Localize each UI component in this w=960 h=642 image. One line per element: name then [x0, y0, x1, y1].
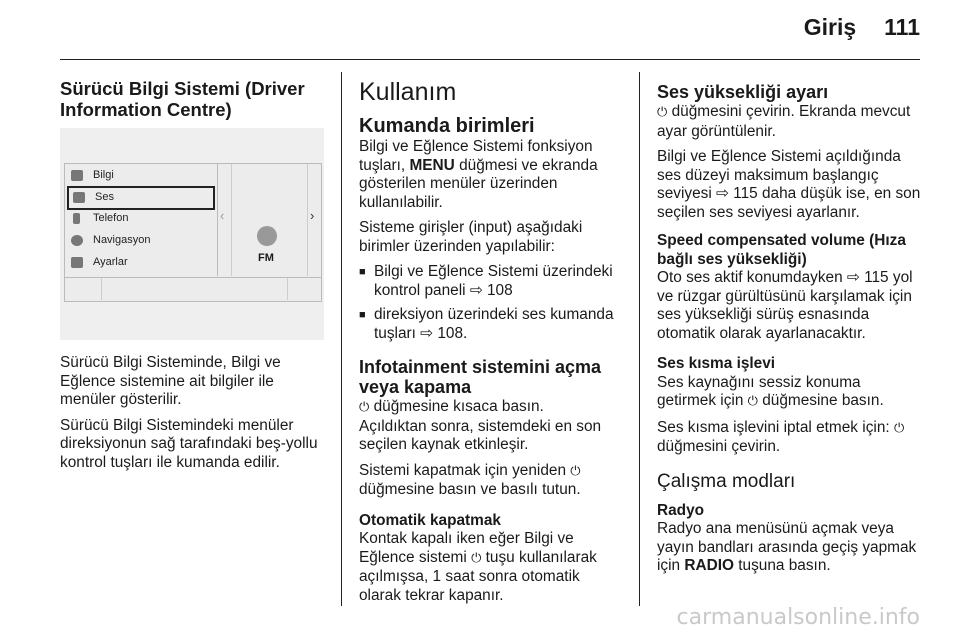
- menu-item-ayarlar: Ayarlar: [67, 253, 215, 273]
- audio-icon: [73, 192, 85, 203]
- screen-divider: [65, 277, 321, 278]
- menu-item-ses: Ses: [67, 186, 215, 210]
- screen-divider: [101, 278, 102, 300]
- menu-item-bilgi: Bilgi: [67, 166, 215, 186]
- column-divider: [341, 72, 342, 606]
- section-heading: Infotainment sistemini açma veya kapama: [359, 357, 602, 397]
- page-header: [804, 14, 920, 41]
- paragraph: Sürücü Bilgi Sisteminde, Bilgi ve Eğlence sistemine ait bilgiler ile menüler gösterilir.: [60, 354, 281, 408]
- section-heading: Kumanda birimleri: [359, 115, 535, 137]
- navigation-icon: [71, 235, 83, 246]
- power-icon: ⏻: [570, 463, 581, 479]
- paragraph: Sisteme girişler (input) aşağıdaki birimler üzerinden yapılabilir:: [359, 219, 583, 255]
- subheading: Otomatik kapatmak: [359, 511, 501, 529]
- page-number: 111: [884, 14, 920, 40]
- paragraph: ⏻ düğmesini çevirin. Ekranda mevcut ayar görüntülenir.: [657, 103, 911, 140]
- paragraph: Sürücü Bilgi Sistemindeki menüler direksiyonun sağ tarafındaki beş-yollu kontrol tuşları ile kumanda edilir.: [60, 416, 318, 471]
- subheading: Ses kısma işlevi: [657, 355, 776, 372]
- screen-divider: [231, 164, 232, 276]
- info-icon: [71, 170, 83, 181]
- chevron-right-icon: ›: [310, 208, 315, 223]
- column-3: [657, 82, 923, 583]
- chevron-left-icon: ‹: [220, 208, 225, 223]
- paragraph: Ses kısma işlevini iptal etmek için: ⏻ düğmesini çevirin.: [657, 418, 905, 455]
- paragraph: Ses kaynağını sessiz konuma getirmek için ⏻ düğmesine basın.: [657, 373, 884, 409]
- volume-knob-icon: ⏻: [657, 105, 668, 120]
- phone-icon: [73, 213, 80, 224]
- display-screen: [64, 163, 322, 302]
- screen-photo: [60, 128, 324, 340]
- watermark: carmanualsonline.info: [676, 605, 920, 630]
- screen-divider: [307, 164, 308, 276]
- band-label: FM: [258, 252, 274, 264]
- section-heading: Çalışma modları: [657, 470, 796, 492]
- power-icon: ⏻: [359, 400, 370, 415]
- paragraph: ⏻ düğmesine kısaca basın. Açıldıktan sonra, sistemdeki en son seçilen kaynak etkinleşir.: [359, 398, 602, 453]
- paragraph: Sistemi kapatmak için yeniden ⏻ düğmesine basın ve basılı tutun.: [359, 461, 581, 498]
- section-heading: Ses yüksekliği ayarı: [657, 82, 829, 102]
- section-heading: Sürücü Bilgi Sistemi (Driver Information Centre): [60, 78, 305, 120]
- chapter-heading: Kullanım: [359, 78, 457, 106]
- paragraph: Radyo ana menüsünü açmak veya yayın bandları arasında geçiş yapmak için RADIO tuşuna basın.: [657, 520, 917, 574]
- power-icon: ⏻: [471, 550, 482, 566]
- menu-item-telefon: Telefon: [67, 209, 215, 229]
- radio-icon: [257, 226, 277, 246]
- screen-divider: [217, 164, 218, 276]
- header-rule: [60, 59, 920, 60]
- subheading: Radyo: [657, 501, 705, 519]
- screen-divider: [287, 278, 288, 300]
- list-item: ■ Bilgi ve Eğlence Sistemi üzerindeki kontrol paneli ⇨ 108: [359, 263, 625, 300]
- power-icon: ⏻: [893, 420, 905, 436]
- column-2: [359, 79, 625, 612]
- header-title: Giriş: [803, 14, 857, 40]
- settings-icon: [71, 257, 83, 268]
- paragraph: Bilgi ve Eğlence Sistemi açıldığında ses düzeyi maksimum başlangıç seviyesi ⇨ 115 daha düşük ise, en son seçilen ses seviyesi ayarlanır.: [657, 148, 921, 221]
- power-icon: ⏻: [747, 394, 758, 409]
- column-1-text: [60, 354, 326, 479]
- menu-item-navigasyon: Navigasyon: [67, 231, 215, 251]
- paragraph: Kontak kapalı iken eğer Bilgi ve Eğlence sistemi ⏻ tuşu kullanılarak açılmışsa, 1 saat sonra otomatik olarak tekrar kapanır.: [359, 530, 597, 604]
- column-1: [60, 78, 326, 130]
- list-item: ■ direksiyon üzerindeki ses kumanda tuşları ⇨ 108.: [359, 306, 625, 343]
- subheading: Speed compensated volume (Hıza bağlı ses yüksekliği): [657, 232, 906, 268]
- paragraph: Bilgi ve Eğlence Sistemi fonksiyon tuşları, MENU düğmesi ve ekranda gösterilen menüler üzerinden kullanılabilir.: [359, 138, 598, 211]
- column-divider: [639, 72, 640, 606]
- paragraph: Oto ses aktif konumdayken ⇨ 115 yol ve rüzgar gürültüsünü karşılamak için ses yüksekliği sürüş esnasında otomatik olarak ayarlanacaktır.: [657, 269, 913, 342]
